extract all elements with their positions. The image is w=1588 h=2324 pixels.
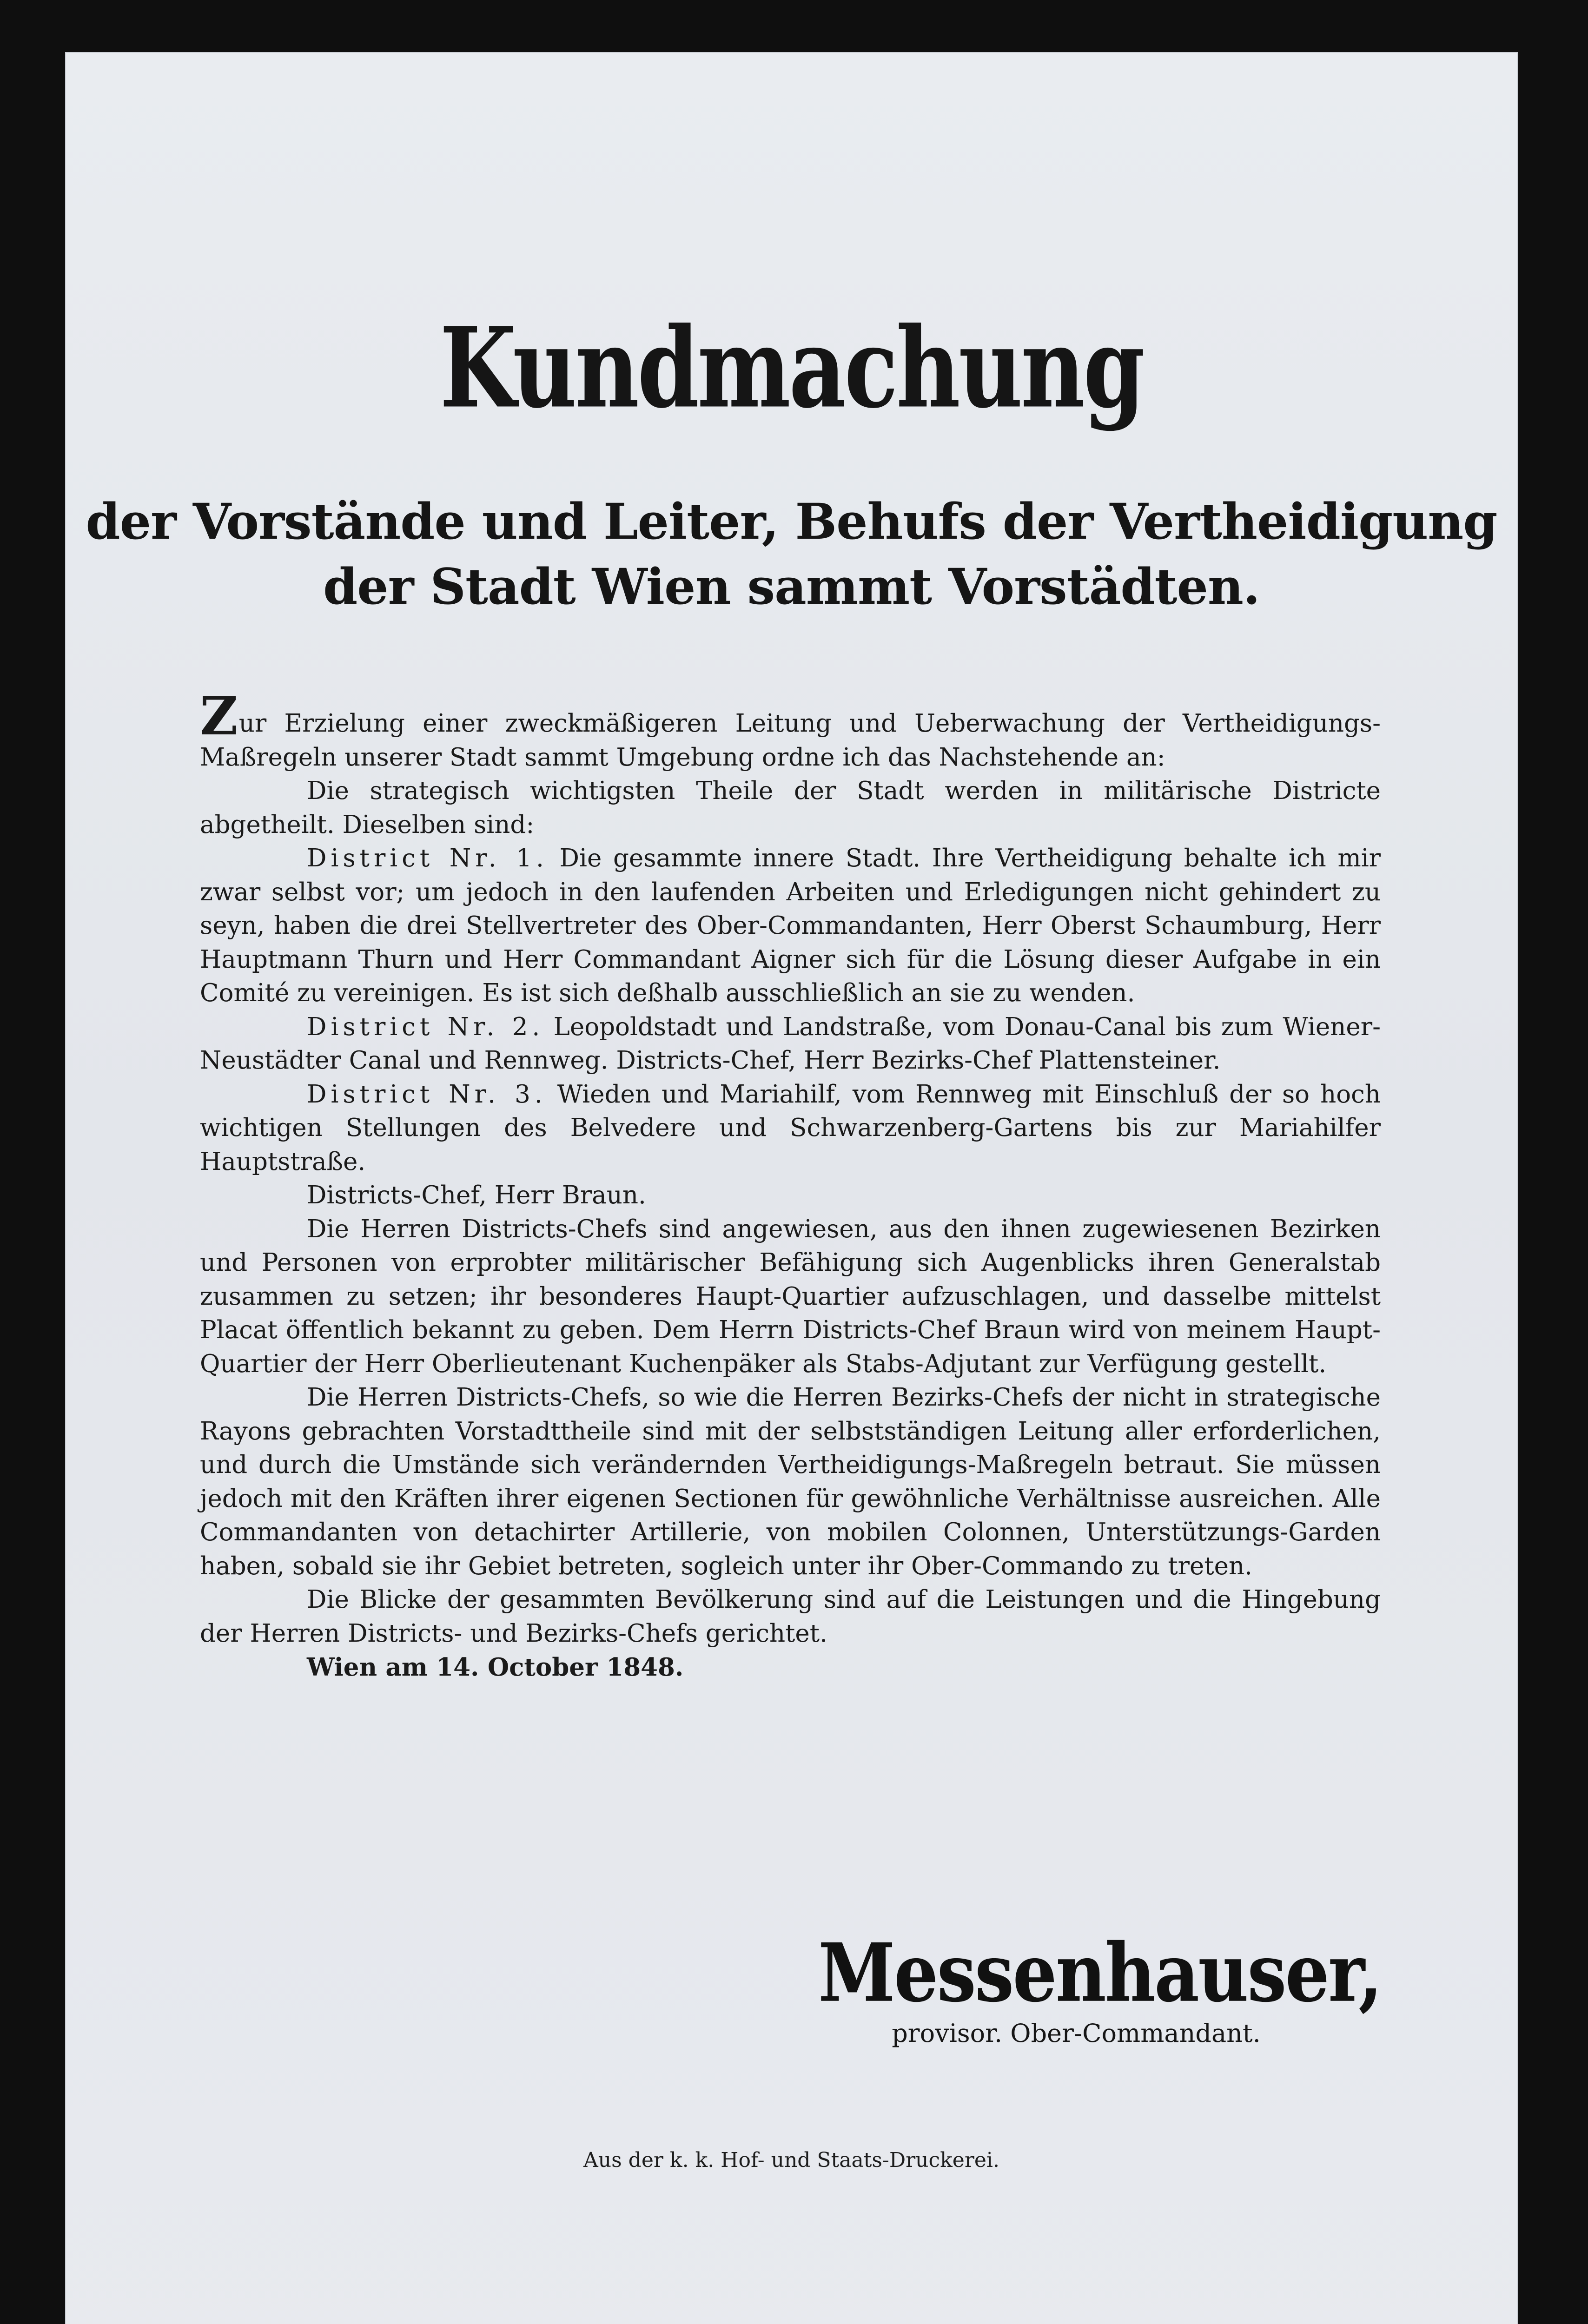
paragraph-intro-text: ur Erzielung einer zweckmäßigeren Leitung und Ueberwachung der Vertheidigungs-Maßregeln unserer Stadt sammt Umgebung ordne ich das Nachstehende an: — [200, 709, 1381, 772]
district-1-text: Die gesammte innere Stadt. Ihre Vertheidigung behalte ich mir zwar selbst vor; um jedoch in den laufenden Arbeiten und Erledigungen nicht gehindert zu seyn, haben die drei Stellvertreter des Ober-Commandanten, Herr Oberst Schaumburg, Herr Hauptmann Thurn und Herr Commandant Aigner sich für die Lösung dieser Aufgabe in ein Comité zu vereinigen. Es ist sich deßhalb ausschließlich an sie zu wenden. — [200, 844, 1381, 1007]
district-2-text: Leopoldstadt und Landstraße, vom Donau-Canal bis zum Wiener-Neustädter Canal und Rennweg. Districts-Chef, Herr Bezirks-Chef Plattensteiner. — [200, 1012, 1381, 1075]
district-2-label: District Nr. 2. — [307, 1012, 544, 1041]
poster-title: Kundmachung — [439, 303, 1144, 433]
paragraph-district-1 — [200, 842, 1381, 1010]
paragraph-closing: Die Blicke der gesammten Bevölkerung sind auf die Leistungen und die Hingebung der Herren Districts- und Bezirks-Chefs gerichtet. — [200, 1585, 1381, 1648]
poster-subtitle — [65, 489, 1518, 619]
date-line: Wien am 14. October 1848. — [307, 1653, 684, 1682]
subtitle-line-2: der Stadt Wien sammt Vorstädten. — [323, 557, 1260, 615]
signature-name: Messenhauser, — [818, 1926, 1382, 2020]
poster-sheet — [65, 52, 1518, 2324]
proclamation-body — [200, 686, 1381, 1684]
district-1-label: District Nr. 1. — [307, 844, 548, 872]
paragraph-districts: Die strategisch wichtigsten Theile der Stadt werden in militärische Districte abgetheilt. Dieselben sind: — [200, 777, 1381, 839]
paragraph-instructions: Die Herren Districts-Chefs sind angewiesen, aus den ihnen zugewiesenen Bezirken und Personen von erprobter militärischer Befähigung sich Augenblicks ihren Generalstab zusammen zu setzen; ihr besonderes Haupt-Quartier aufzuschlagen, und dasselbe mittelst Placat öffentlich bekannt zu geben. Dem Herrn Districts-Chef Braun wird von meinem Haupt-Quartier der Herr Oberlieutenant Kuchenpäker als Stabs-Adjutant zur Verfügung gestellt. — [200, 1215, 1381, 1378]
subtitle-line-1: der Vorstände und Leiter, Behufs der Vertheidigung — [86, 492, 1497, 550]
signature-block — [818, 1926, 1382, 2048]
paragraph-district-3 — [200, 1078, 1381, 1179]
paragraph-responsibilities: Die Herren Districts-Chefs, so wie die Herren Bezirks-Chefs der nicht in strategische Rayons gebrachten Vorstadttheile sind mit der selbstständigen Leitung aller erforderlichen, und durch die Umstände sich verändernden Vertheidigungs-Maßregeln betraut. Sie müssen jedoch mit den Kräften ihrer eigenen Sectionen für gewöhnliche Verhältnisse ausreichen. Alle Commandanten von detachirter Artillerie, von mobilen Colonnen, Unterstützungs-Garden haben, sobald sie ihr Gebiet betreten, sogleich unter ihr Ober-Commando zu treten. — [200, 1383, 1381, 1580]
paragraph-district-3-chef: Districts-Chef, Herr Braun. — [307, 1181, 646, 1209]
printer-imprint: Aus der k. k. Hof- und Staats-Druckerei. — [583, 2148, 999, 2172]
drop-cap: Z — [200, 686, 238, 747]
signature-title: provisor. Ober-Commandant. — [892, 2019, 1261, 2048]
paragraph-district-2 — [200, 1010, 1381, 1078]
district-3-text: Wieden und Mariahilf, vom Rennweg mit Einschluß der so hoch wichtigen Stellungen des Belvedere und Schwarzenberg-Gartens bis zur Mariahilfer Hauptstraße. — [200, 1080, 1381, 1176]
paragraph-intro — [200, 686, 1381, 774]
district-3-label: District Nr. 3. — [307, 1080, 547, 1109]
